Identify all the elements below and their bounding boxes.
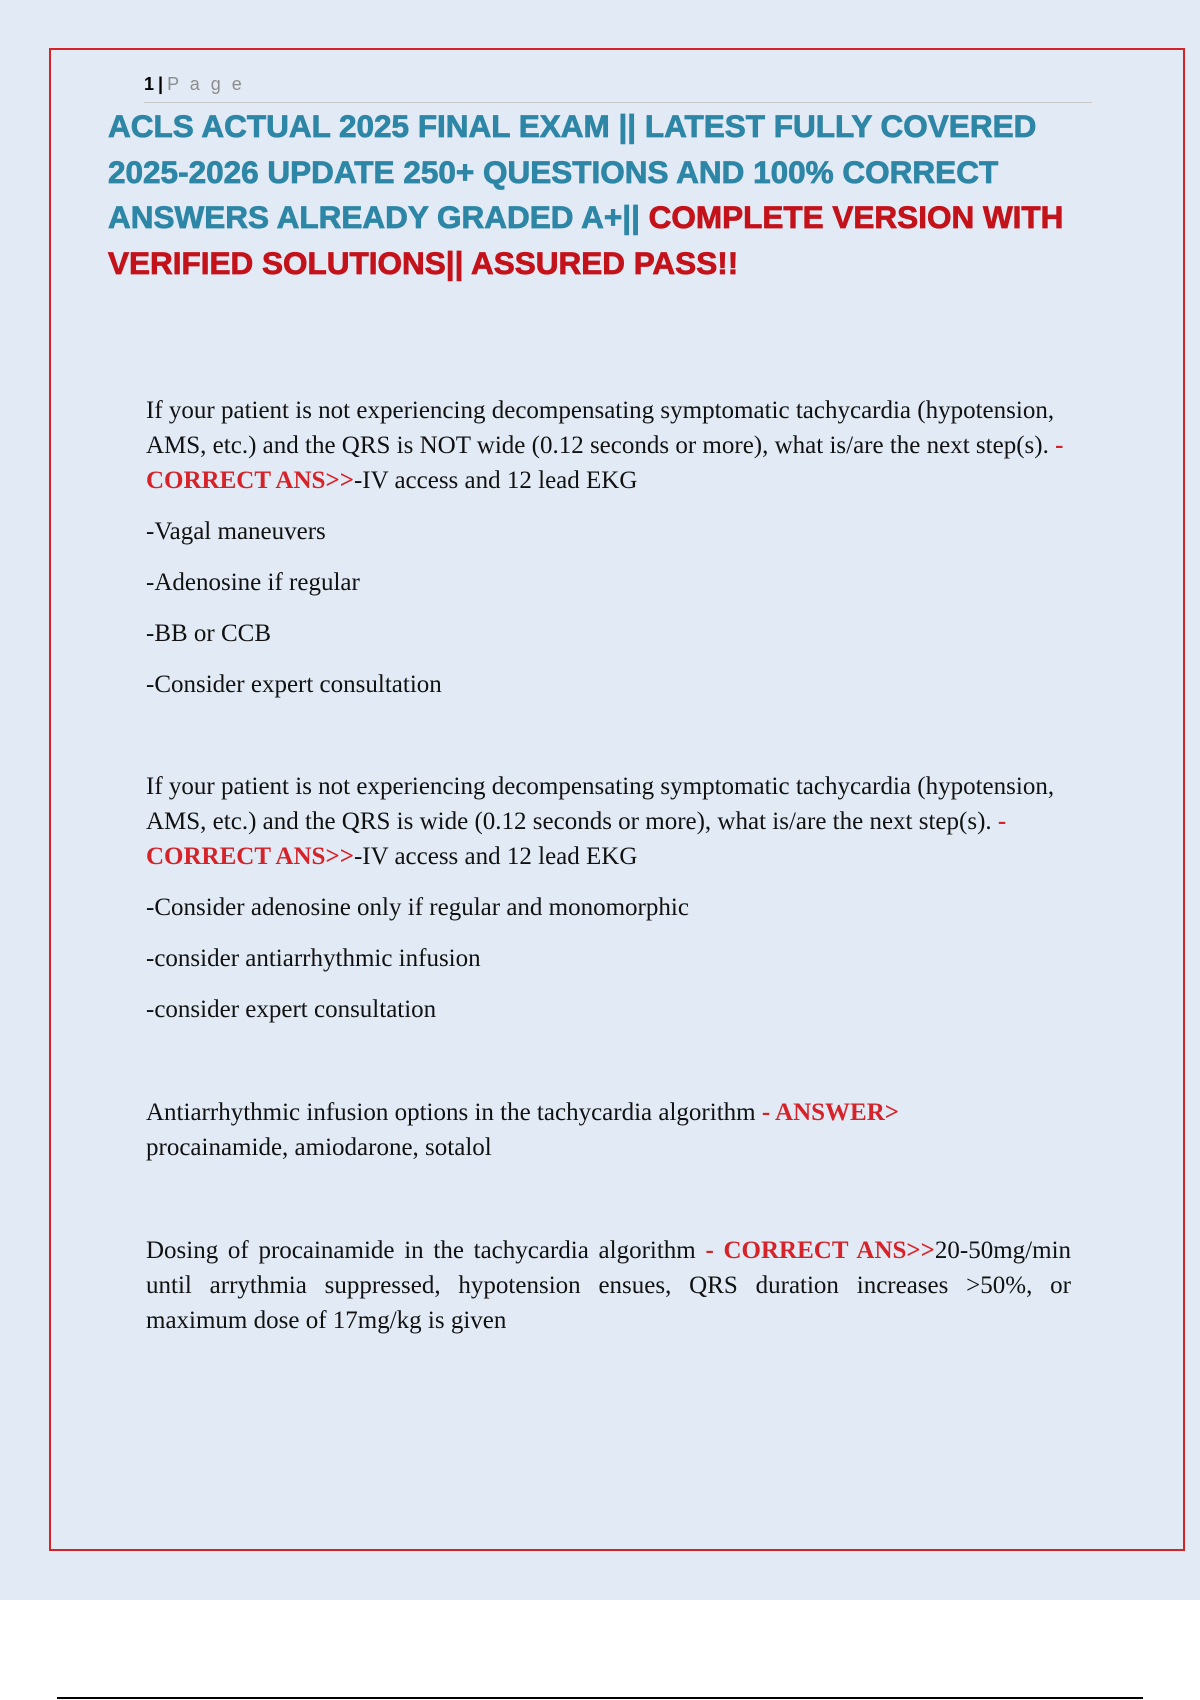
answer-option: -Vagal maneuvers xyxy=(146,518,326,545)
question-paragraph xyxy=(146,1095,1071,1165)
answer-text: 20-50mg/min until arrythmia suppressed, hypotension ensues, QRS duration increases >50%, or maximum dose of 17mg/kg is given xyxy=(146,1237,1072,1334)
answer-option: -consider expert consultation xyxy=(146,996,437,1023)
question-text: If your patient is not experiencing decompensating symptomatic tachycardia (hypotension, AMS, etc.) and the QRS is NOT wide (0.12 seconds or more), what is/are the next step(s). xyxy=(146,397,1055,459)
answer-option: -consider antiarrhythmic infusion xyxy=(146,945,481,972)
answer-label: - ANSWER> xyxy=(761,1099,900,1126)
answer-text: -IV access and 12 lead EKG xyxy=(353,467,638,494)
question-block-3 xyxy=(146,1095,1071,1165)
question-paragraph xyxy=(146,769,1071,874)
page-separator: | xyxy=(158,74,164,94)
document-title xyxy=(108,104,1088,286)
answer-label: - CORRECT ANS>> xyxy=(146,432,1064,494)
question-text: If your patient is not experiencing decompensating symptomatic tachycardia (hypotension, AMS, etc.) and the QRS is wide (0.12 seconds or more), what is/are the next step(s). xyxy=(146,773,1055,835)
question-paragraph xyxy=(146,1233,1071,1338)
answer-text: -IV access and 12 lead EKG xyxy=(353,843,638,870)
answer-option: -Consider adenosine only if regular and monomorphic xyxy=(146,894,689,921)
question-text: Dosing of procainamide in the tachycardia algorithm xyxy=(146,1237,696,1264)
title-blue-text: ACLS ACTUAL 2025 FINAL EXAM || LATEST FULLY COVERED 2025-2026 UPDATE 250+ QUESTIONS AND 100% CORRECT ANSWERS ALREADY GRADED A+|| xyxy=(108,108,1037,235)
question-block-2 xyxy=(146,769,1071,1027)
answer-option: -Consider expert consultation xyxy=(146,671,442,698)
question-block-1 xyxy=(146,393,1071,702)
answer-option: -BB or CCB xyxy=(146,620,272,647)
footer-divider xyxy=(57,1697,1143,1699)
answer-label: - CORRECT ANS>> xyxy=(705,1237,935,1264)
question-paragraph xyxy=(146,393,1071,498)
question-block-4 xyxy=(146,1233,1071,1338)
page-word: P a g e xyxy=(167,74,245,94)
answer-option: -Adenosine if regular xyxy=(146,569,360,596)
header-divider xyxy=(144,102,1092,103)
title-red-text: COMPLETE VERSION WITH VERIFIED SOLUTIONS|| ASSURED PASS!! xyxy=(108,199,1064,281)
answer-label: - CORRECT ANS>> xyxy=(146,808,1007,870)
answer-text: procainamide, amiodarone, sotalol xyxy=(146,1134,492,1161)
question-text: Antiarrhythmic infusion options in the tachycardia algorithm xyxy=(146,1099,756,1126)
page-number-header xyxy=(144,74,245,95)
page-number: 1 xyxy=(144,74,155,94)
